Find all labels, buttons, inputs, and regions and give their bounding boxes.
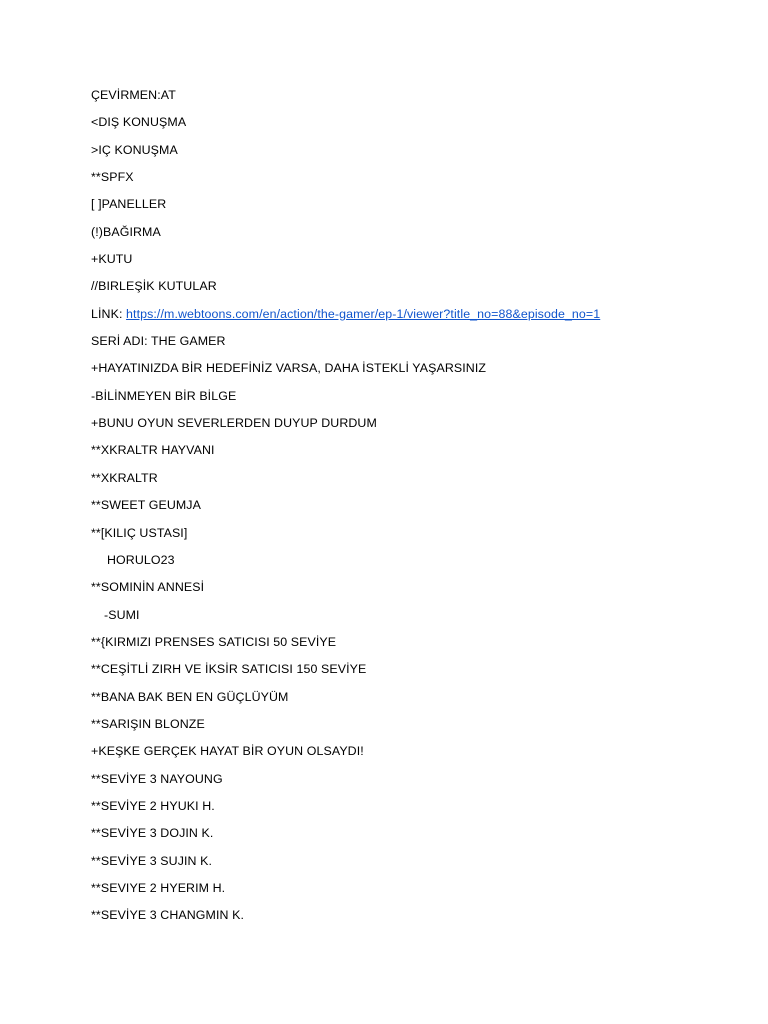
text-line-series-name: SERİ ADI: THE GAMER: [91, 334, 226, 349]
link-label: LİNK:: [91, 306, 127, 321]
text-line-link: [91, 305, 751, 332]
text-line: **BANA BAK BEN EN GÜÇLÜYÜM: [91, 689, 289, 704]
text-line-combined-boxes: //BIRLEŞİK KUTULAR: [91, 279, 217, 294]
text-line-shout: (!)BAĞIRMA: [91, 224, 161, 239]
text-line-inner-speech: >IÇ KONUŞMA: [91, 142, 178, 157]
text-line: **SEVİYE 3 CHANGMIN K.: [91, 908, 244, 923]
text-line: **XKRALTR HAYVANI: [91, 443, 215, 458]
text-line: +BUNU OYUN SEVERLERDEN DUYUP DURDUM: [91, 416, 377, 431]
text-line-panels: [ ]PANELLER: [91, 197, 167, 212]
text-line: **SARIŞIN BLONZE: [91, 716, 205, 731]
text-line-indented: HORULO23: [107, 552, 175, 567]
text-line: **{KIRMIZI PRENSES SATICISI 50 SEVİYE: [91, 634, 337, 649]
text-line: +KEŞKE GERÇEK HAYAT BİR OYUN OLSAYDI!: [91, 744, 364, 759]
text-line: +HAYATINIZDA BİR HEDEFİNİZ VARSA, DAHA İSTEKLİ YAŞARSINIZ: [91, 361, 487, 376]
text-line-outer-speech: <DIŞ KONUŞMA: [91, 115, 187, 130]
text-line-indented: -SUMI: [104, 607, 140, 622]
text-line: **[KILIÇ USTASI]: [91, 525, 188, 540]
text-line: **SEVİYE 3 DOJIN K.: [91, 826, 214, 841]
text-line: **CEŞİTLİ ZIRH VE İKSİR SATICISI 150 SEVİYE: [91, 662, 367, 677]
text-line: **SEVİYE 3 NAYOUNG: [91, 771, 223, 786]
text-line: **SEVİYE 3 SUJIN K.: [91, 853, 213, 868]
text-line-box: +KUTU: [91, 252, 133, 267]
text-line: **SOMINİN ANNESİ: [91, 580, 205, 595]
text-line: **SWEET GEUMJA: [91, 498, 201, 513]
text-line-spfx: **SPFX: [91, 170, 134, 185]
text-line: **SEVİYE 2 HYUKI H.: [91, 798, 215, 813]
text-line: **SEVIYE 2 HYERIM H.: [91, 880, 226, 895]
text-line: -BİLİNMEYEN BİR BİLGE: [91, 388, 237, 403]
text-line: **XKRALTR: [91, 470, 158, 485]
text-line-translator: ÇEVİRMEN:AT: [91, 88, 176, 102]
webtoon-link[interactable]: https://m.webtoons.com/en/action/the-gamer/ep-1/viewer?title_no=88&episode_no=1: [126, 306, 601, 321]
document-body: [91, 86, 751, 934]
